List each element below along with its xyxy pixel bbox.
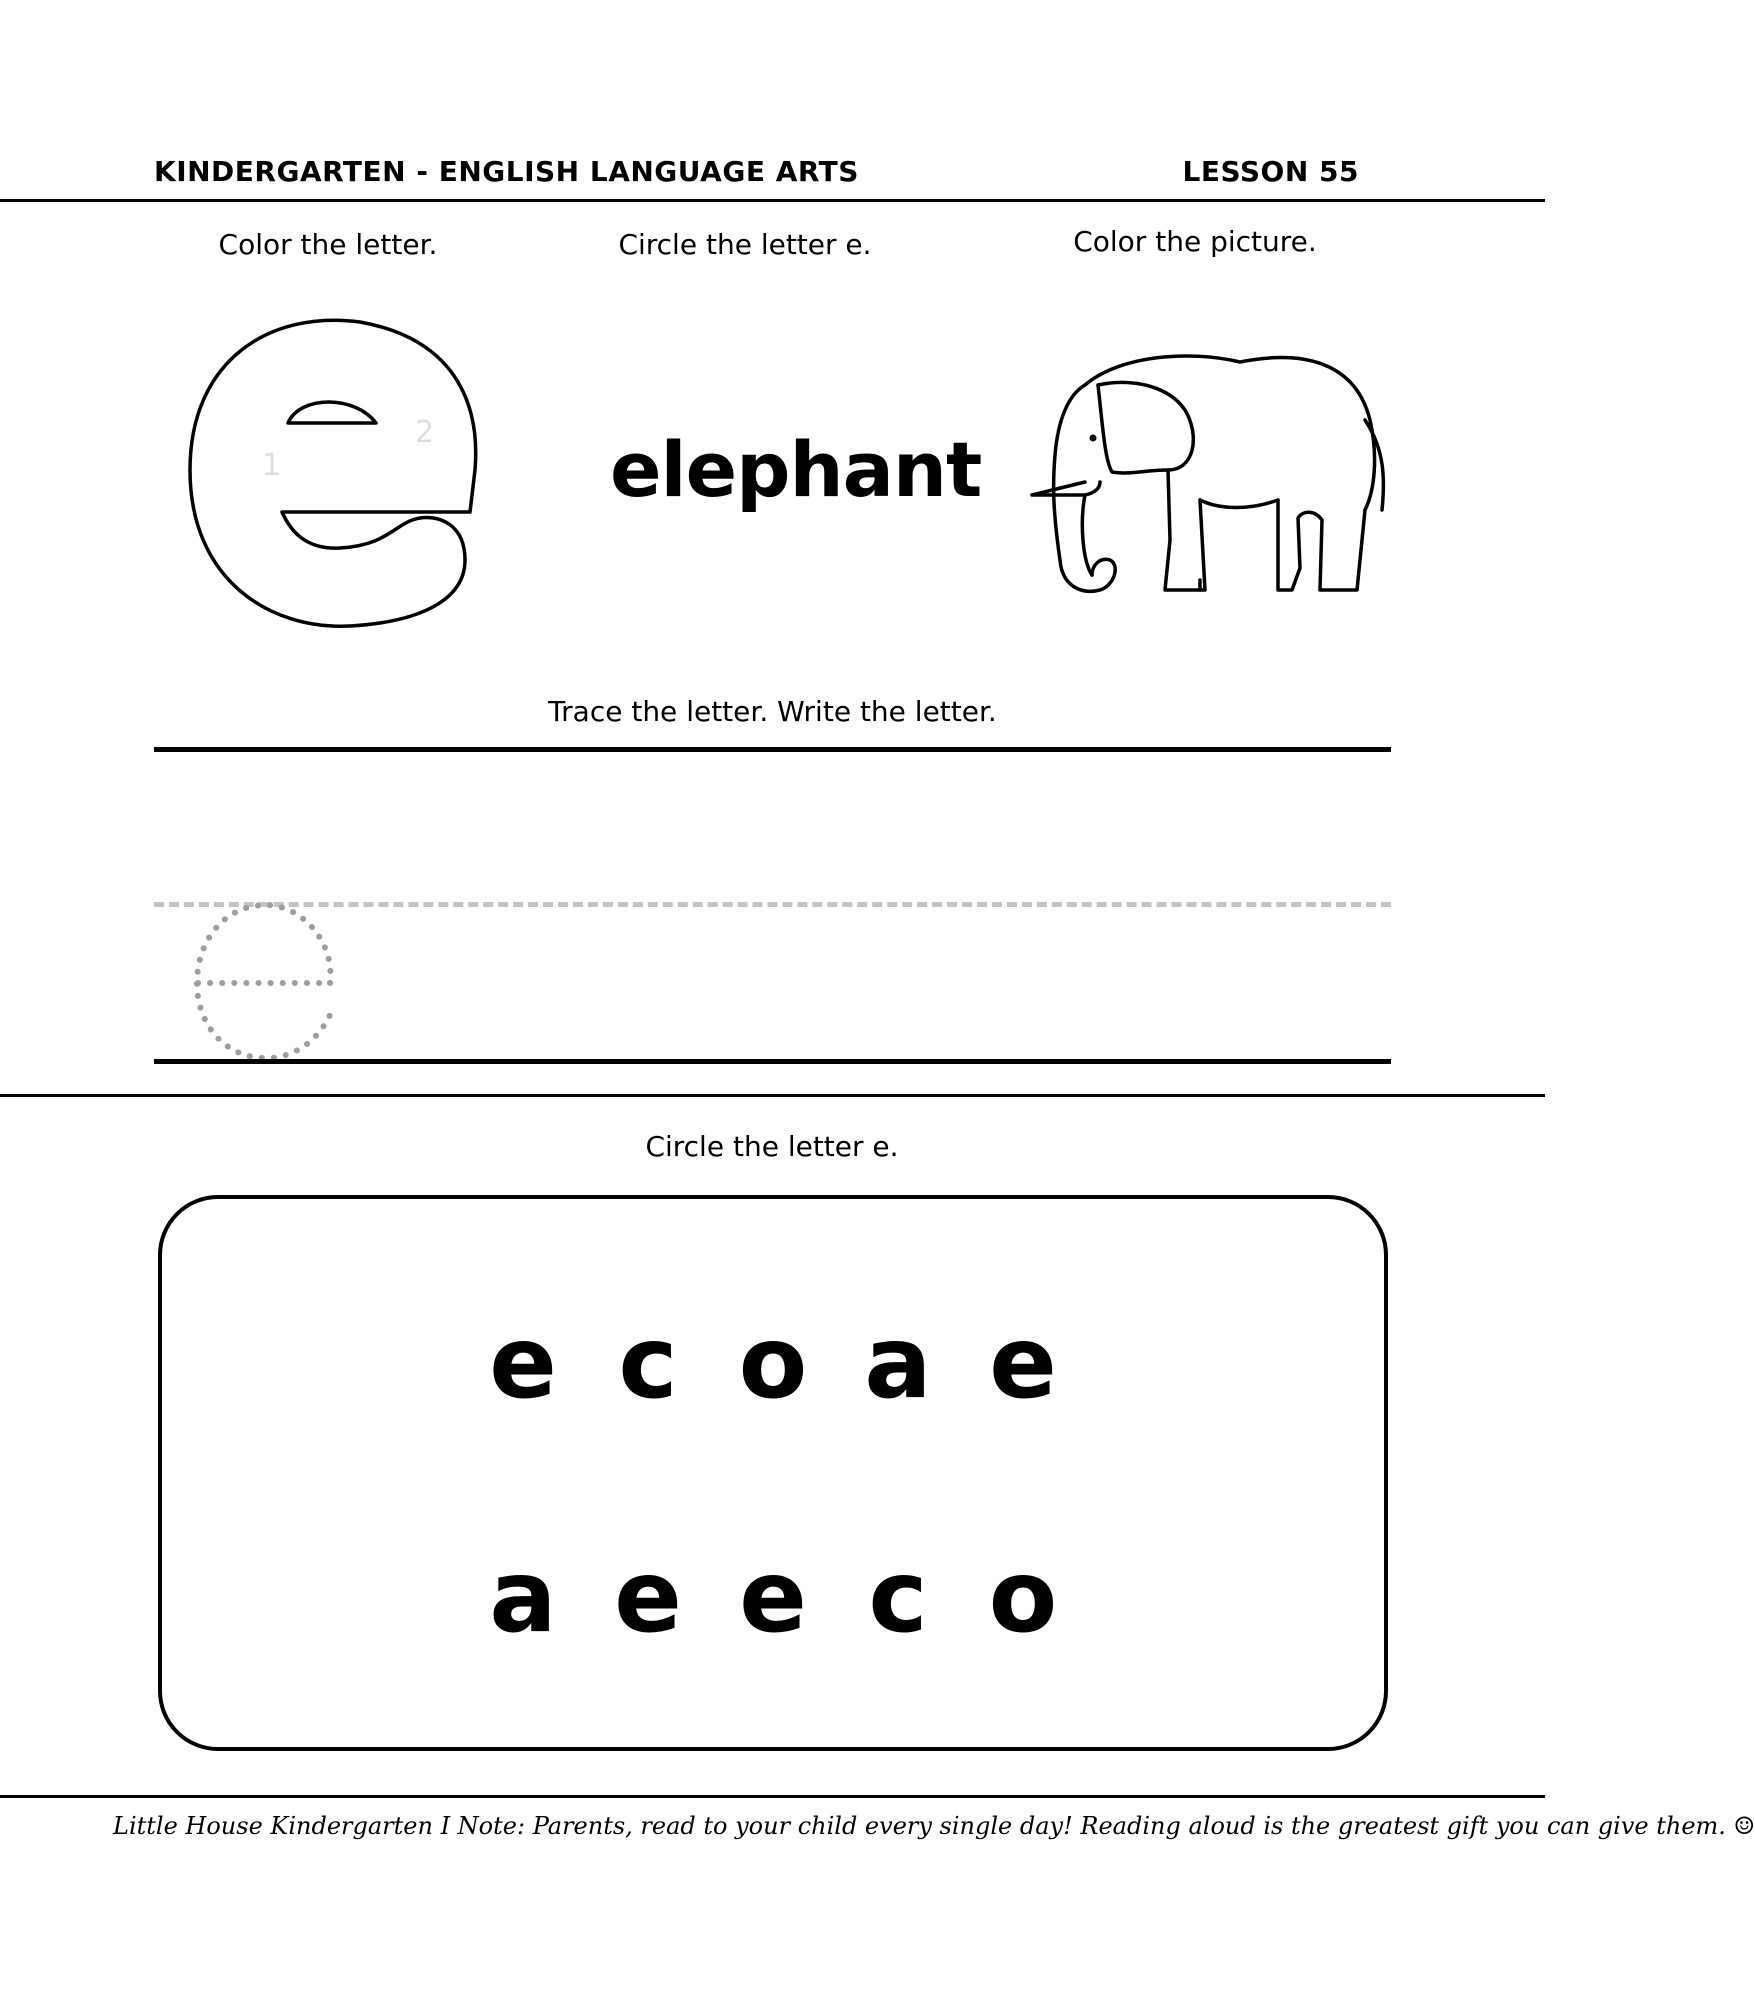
color-letter-instruction: Color the letter. <box>218 228 438 261</box>
target-word: elephant <box>610 425 982 514</box>
letter-choice[interactable]: e <box>989 1304 1057 1421</box>
lesson-number: LESSON 55 <box>1182 155 1359 188</box>
trace-baseline <box>154 1059 1391 1064</box>
circle-letter-instruction: Circle the letter e. <box>618 228 872 261</box>
letter-choice[interactable]: c <box>868 1538 928 1655</box>
circle-letter-e-instruction: Circle the letter e. <box>645 1130 899 1163</box>
letter-choice[interactable]: a <box>864 1304 932 1421</box>
outline-letter-e <box>180 310 490 640</box>
header-divider <box>0 199 1545 202</box>
letter-choice[interactable]: c <box>618 1304 678 1421</box>
letter-choice[interactable]: o <box>988 1538 1058 1655</box>
dotted-trace-letter-e <box>185 895 345 1065</box>
footer-divider <box>0 1795 1545 1798</box>
letter-choice[interactable]: o <box>738 1304 808 1421</box>
section-divider <box>0 1094 1545 1097</box>
trace-top-line <box>154 747 1391 752</box>
worksheet-title: KINDERGARTEN - ENGLISH LANGUAGE ARTS <box>154 155 859 188</box>
color-picture-instruction: Color the picture. <box>1073 225 1317 258</box>
letter-choice[interactable]: e <box>739 1538 807 1655</box>
trace-instruction: Trace the letter. Write the letter. <box>548 695 997 728</box>
stroke-number-1: 1 <box>262 448 282 483</box>
letter-box <box>158 1195 1388 1751</box>
stroke-number-2: 2 <box>415 415 435 450</box>
letter-choice[interactable]: e <box>614 1538 682 1655</box>
footer-note: Little House Kindergarten I Note: Parents, read to your child every single day! Reading aloud is the greatest gift you can give them. ☺ <box>113 1812 1755 1840</box>
letter-choice[interactable]: a <box>489 1538 557 1655</box>
letter-choice[interactable]: e <box>489 1304 557 1421</box>
elephant-outline-icon <box>1020 340 1400 600</box>
